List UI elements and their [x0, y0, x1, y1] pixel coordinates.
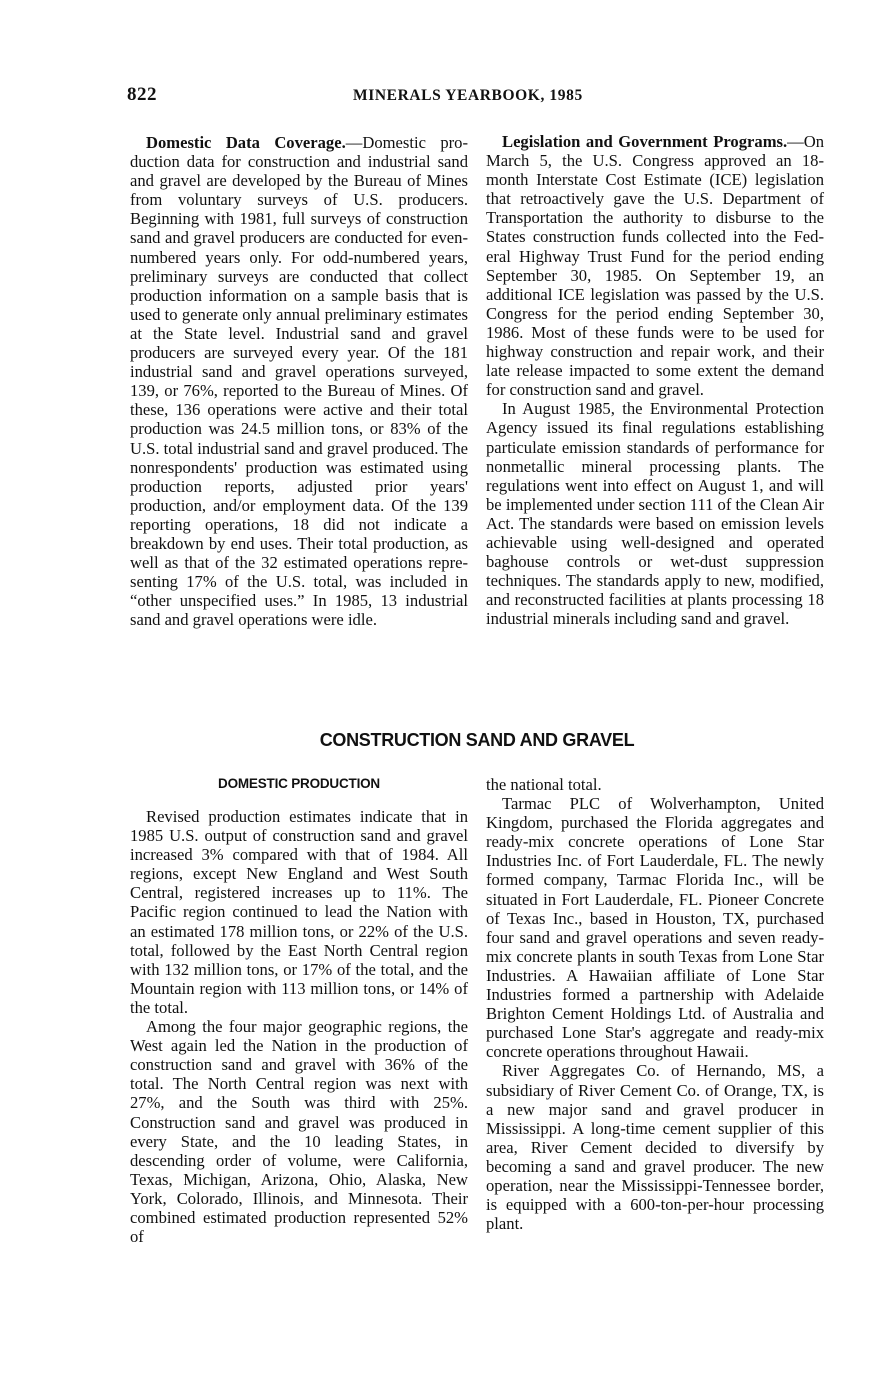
runin-heading-legislation: Legislation and Government Programs.: [502, 132, 788, 151]
subhead-domestic-production: DOMESTIC PRODUCTION: [218, 776, 380, 791]
paragraph-river-aggregates: River Aggregates Co. of Hernando, MS, a subsidiary of River Cement Co. of Orange, TX, is a new major sand and gravel producer in Mississippi. A long-time cement supplier of this area, River Cement decided to diversify by becoming a sand and gravel producer. The new operation, near the Mississippi-Tennessee border, is equipped with a 600-ton-per-hour processing plant.: [486, 1061, 824, 1234]
column-left-top: [130, 133, 468, 629]
column-right-top: [486, 132, 824, 628]
runin-heading-domestic-data-coverage: Domestic Data Coverage.: [146, 133, 346, 152]
page-header: [127, 84, 767, 114]
paragraph-domestic-data-coverage: [130, 133, 468, 629]
paragraph-legislation: [486, 132, 824, 399]
paragraph-epa-regulations: In August 1985, the Environmental Protection Agency issued its final regulations establishing particulate emission standards of performance for nonmetallic mineral processing plants. The regulations went into effect on August 1, and will be implemented under section 111 of the Clean Air Act. The standards were based on emission levels achievable using well-designed and operated baghouse controls or wet-dust suppression techniques. The standards apply to new, modified, and reconstructed facilities at plants processing 18 industrial minerals including sand and gravel.: [486, 399, 824, 629]
paragraph-geographic-regions: Among the four major geographic regions, the West again led the Nation in the production of construction sand and gravel with 36% of the total. The North Central region was next with 27%, and the South was third with 25%. Construction sand and gravel was produced in every State, and the 10 leading States, in descending order of volume, were California, Texas, Michigan, Arizona, Ohio, Alaska, New York, Colorado, Illinois, and Minnesota. Their combined estimated production represented 52% of: [130, 1017, 468, 1247]
paragraph-tarmac: Tarmac PLC of Wolverhampton, United Kingdom, purchased the Florida aggregates and ready-mix concrete operations of Lone Star Industries Inc. of Fort Lauderdale, FL. The newly formed company, Tarmac Florida Inc., will be situated in Fort Lauderdale, FL. Pioneer Concrete of Texas Inc., based in Houston, TX, purchased four sand and gravel operations and seven ready-mix concrete plants in south Texas from Lone Star Industries. A Hawaiian affiliate of Lone Star Industries formed a partnership with Adelaide Brighton Cement Holdings Ltd. of Australia and purchased Lone Star's aggregate and ready-mix concrete operations throughout Hawaii.: [486, 794, 824, 1062]
running-head: MINERALS YEARBOOK, 1985: [353, 87, 583, 104]
column-right-bottom: [486, 775, 824, 1233]
paragraph-continuation: the national total.: [486, 775, 602, 794]
paragraph-production-estimates: Revised production estimates indicate that in 1985 U.S. output of construction sand and gravel increased 3% compared with that of 1984. All regions, except New England and West South Central, registered increases up to 11%. The Pacific region continued to lead the Nation with an estimated 178 million tons, or 22% of the U.S. total, followed by the East North Central region with 132 million tons, or 17% of the total, and the Mountain region with 113 million tons, or 14% of the total.: [130, 807, 468, 1017]
page-number: 822: [127, 84, 157, 105]
paragraph-text: —On March 5, the U.S. Congress approved an 18-month Interstate Cost Estimate (ICE) legislation that retroactively gave the U.S. Department of Transportation the authority to disburse to the States construction funds collected into the Federal Highway Trust Fund for the period ending September 30, 1985. On September 19, an additional ICE legislation was passed by the U.S. Congress for the period ending September 30, 1986. Most of these funds were to be used for highway construction and repair work, and their late release impacted to some extent the demand for construction sand and gravel.: [486, 132, 824, 400]
paragraph-text: —Domestic production data for construction and industrial sand and gravel are developed by the Bureau of Mines from voluntary surveys of U.S. producers. Beginning with 1981, full surveys of construction sand and gravel producers are conducted for even-numbered years only. For odd-numbered years, preliminary surveys are conducted that collect production information on a sample basis that is used to generate only annual preliminary estimates at the State level. Industrial sand and gravel producers are surveyed every year. Of the 181 industrial sand and gravel operations surveyed, 139, or 76%, reported to the Bureau of Mines. Of these, 136 operations were active and their total production was 24.5 million tons, or 83% of the U.S. total industrial sand and gravel produced. The nonrespondents' production was estimated using production reports, adjusted prior years' production, and/or employment data. Of the 139 reporting operations, 18 did not indicate a breakdown by end uses. Their total production, as well as that of the 32 estimated operations representing 17% of the U.S. total, was included in “other unspecified uses.” In 1985, 13 industrial sand and gravel operations were idle.: [130, 133, 468, 630]
column-left-bottom: [130, 807, 468, 1246]
section-title: CONSTRUCTION SAND AND GRAVEL: [319, 730, 635, 750]
